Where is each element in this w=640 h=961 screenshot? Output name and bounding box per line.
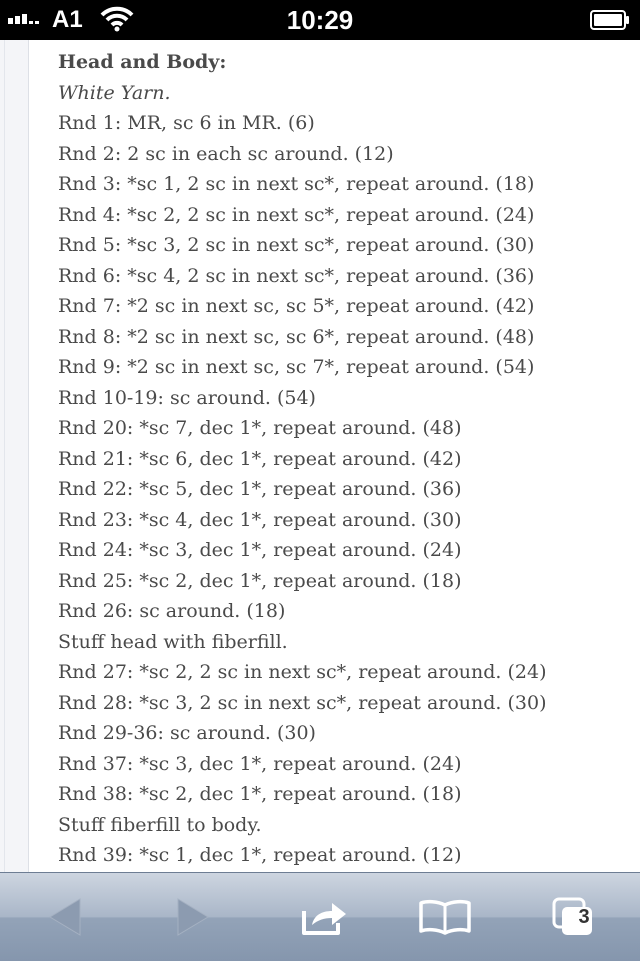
- instruction-line: Rnd 27: *sc 2, 2 sc in next sc*, repeat around. (24): [58, 661, 547, 683]
- instruction-line: Rnd 9: *2 sc in next sc, sc 7*, repeat around. (54): [58, 356, 535, 378]
- back-button[interactable]: [30, 873, 100, 961]
- instruction-line: Stuff head with fiberfill.: [58, 630, 288, 653]
- instruction-line: Rnd 4: *sc 2, 2 sc in next sc*, repeat around. (24): [58, 203, 535, 226]
- forward-arrow-icon: [175, 897, 211, 937]
- instruction-line: Rnd 28: *sc 3, 2 sc in next sc*, repeat around. (30): [58, 691, 547, 714]
- status-bar: [0, 0, 640, 40]
- carrier-name: A1: [52, 6, 83, 33]
- instruction-line: Rnd 22: *sc 5, dec 1*, repeat around. (36): [58, 478, 462, 500]
- instruction-list: [58, 108, 547, 871]
- instruction-line: Rnd 5: *sc 3, 2 sc in next sc*, repeat around. (30): [58, 234, 535, 256]
- instruction-line: Rnd 10-19: sc around. (54): [58, 386, 316, 409]
- browser-toolbar: [0, 872, 640, 961]
- instruction-line: Rnd 24: *sc 3, dec 1*, repeat around. (24): [58, 539, 462, 561]
- instruction-line: Stuff fiberfill to body.: [58, 813, 262, 836]
- bookmarks-button[interactable]: [410, 873, 480, 961]
- instruction-line: Rnd 25: *sc 2, dec 1*, repeat around. (18): [58, 569, 462, 592]
- share-icon: [300, 897, 350, 937]
- pattern-text: [58, 47, 547, 871]
- instruction-line: Rnd 39: *sc 1, dec 1*, repeat around. (12): [58, 844, 462, 866]
- back-arrow-icon: [47, 897, 83, 937]
- instruction-line: Rnd 20: *sc 7, dec 1*, repeat around. (48): [58, 417, 462, 439]
- instruction-line: Rnd 6: *sc 4, 2 sc in next sc*, repeat around. (36): [58, 264, 535, 287]
- forward-button[interactable]: [158, 873, 228, 961]
- instruction-line: Rnd 8: *2 sc in next sc, sc 6*, repeat around. (48): [58, 325, 535, 348]
- instruction-line: Rnd 2: 2 sc in each sc around. (12): [58, 142, 394, 165]
- instruction-line: Rnd 38: *sc 2, dec 1*, repeat around. (18): [58, 783, 462, 805]
- instruction-line: Rnd 26: sc around. (18): [58, 600, 286, 622]
- battery-icon: [590, 10, 630, 35]
- bookmarks-icon: [419, 899, 471, 935]
- clock: 10:29: [286, 5, 354, 35]
- yarn-note: White Yarn.: [58, 81, 171, 104]
- instruction-line: Rnd 29-36: sc around. (30): [58, 722, 316, 744]
- instruction-line: Rnd 21: *sc 6, dec 1*, repeat around. (42): [58, 447, 462, 470]
- instruction-line: Rnd 7: *2 sc in next sc, sc 5*, repeat around. (42): [58, 295, 535, 317]
- instruction-line: Rnd 1: MR, sc 6 in MR. (6): [58, 112, 315, 134]
- margin-line: [4, 40, 5, 872]
- tabs-count: 3: [578, 906, 590, 928]
- instruction-line: Rnd 37: *sc 3, dec 1*, repeat around. (24): [58, 752, 462, 775]
- instruction-line: Rnd 23: *sc 4, dec 1*, repeat around. (30): [58, 508, 462, 531]
- section-heading: Head and Body:: [58, 51, 227, 73]
- instruction-line: Rnd 3: *sc 1, 2 sc in next sc*, repeat around. (18): [58, 173, 535, 195]
- tabs-button[interactable]: [538, 873, 608, 961]
- web-content[interactable]: [0, 40, 640, 872]
- share-button[interactable]: [290, 873, 360, 961]
